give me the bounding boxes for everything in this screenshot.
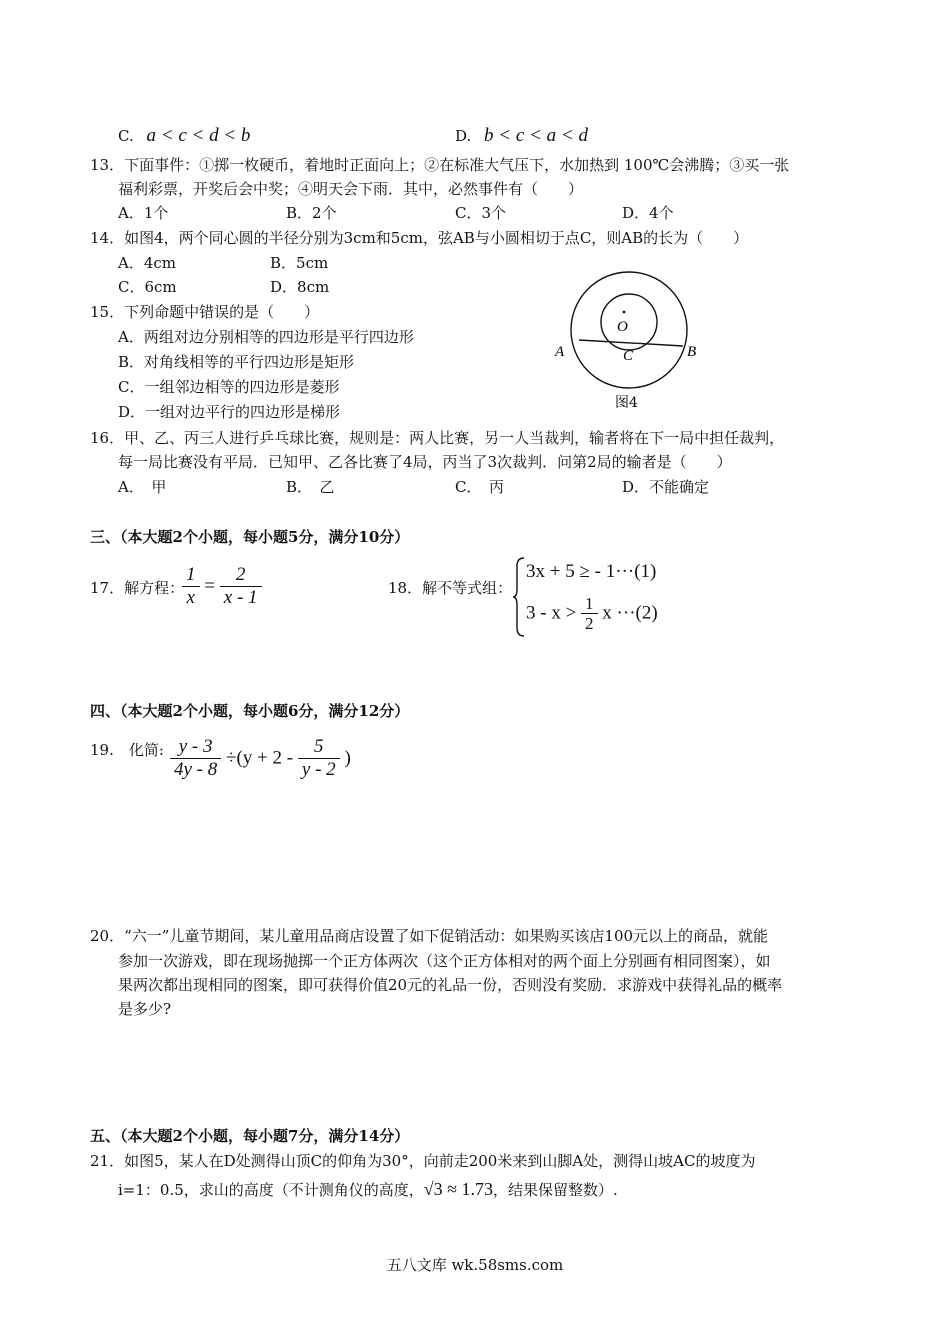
- q15-option-c: C．一组邻边相等的四边形是菱形: [118, 378, 340, 396]
- label-c: C: [623, 348, 634, 364]
- q19-fraction-2: $\frac{5}{y - 2}$: [298, 736, 340, 781]
- q13-option-a: A．1个: [118, 204, 169, 222]
- figure-4-concentric-circles: [545, 258, 720, 418]
- section-5-title: 五、（本大题2个小题，每小题7分，满分14分）: [90, 1127, 410, 1145]
- q18-brace: [512, 556, 526, 638]
- q13-option-b: B．2个: [286, 204, 337, 222]
- q13-option-d: D．4个: [622, 204, 674, 222]
- q15-option-a: A．两组对边分别相等的四边形是平行四边形: [118, 328, 414, 346]
- q17-equation: $\frac{1}{x}$ = $\frac{2}{x - 1}$: [182, 564, 262, 609]
- q16-line1: 16．甲、乙、丙三人进行乒乓球比赛，规则是：两人比赛，另一人当裁判，输者将在下一局中担任裁判，: [90, 429, 785, 447]
- q14-option-a: A．4cm: [118, 254, 177, 272]
- q16-option-c: C． 丙: [455, 478, 504, 496]
- q12-option-c-expr: a < c < d < b: [146, 125, 251, 146]
- q20-line3: 果两次都出现相同的图案，即可获得价值20元的礼品一份，否则没有奖励．求游戏中获得礼品的概率: [118, 976, 783, 994]
- section-3-title: 三、（本大题2个小题，每小题5分，满分10分）: [90, 528, 410, 546]
- section-4-title: 四、（本大题2个小题，每小题6分，满分12分）: [90, 702, 410, 720]
- q18-inequality-1: 3x + 5 ≥ - 1···(1): [526, 561, 657, 582]
- q21-sqrt-approx: √3 ≈ 1.73: [423, 1179, 494, 1199]
- q15-option-d: D．一组对边平行的四边形是梯形: [118, 403, 341, 421]
- q14-option-c: C．6cm: [118, 278, 177, 296]
- q21-line1: 21．如图5，某人在D处测得山顶C的仰角为30°，向前走200米来到山脚A处，测得山坡AC的坡度为: [90, 1152, 756, 1170]
- chord-ab: [579, 340, 683, 346]
- page-footer: 五八文库 wk.58sms.com: [386, 1256, 564, 1274]
- q17-fraction-left: $\frac{1}{x}$: [182, 564, 200, 609]
- q15-option-b: B．对角线相等的平行四边形是矩形: [118, 353, 355, 371]
- q18-label: 18．解不等式组：: [388, 579, 513, 597]
- large-circle: [571, 272, 687, 388]
- q19-expression: $\frac{y - 3}{4y - 8}$ ÷(y + 2 - $\frac{5}{y - 2}$ ): [170, 736, 351, 781]
- q14-option-d: D．8cm: [270, 278, 330, 296]
- q19-label: 19. 化简:: [90, 741, 164, 759]
- q16-line2: 每一局比赛没有平局．已知甲、乙各比赛了4局，丙当了3次裁判．问第2局的输者是（ ）: [118, 453, 732, 471]
- q16-option-d: D．不能确定: [622, 478, 710, 496]
- q16-option-b: B． 乙: [286, 478, 335, 496]
- q20-line2: 参加一次游戏，即在现场抛掷一个正方体两次（这个正方体相对的两个面上分别画有相同图案），如: [118, 952, 771, 970]
- q15-stem: 15．下列命题中错误的是（ ）: [90, 303, 320, 321]
- figure-4-caption: 图4: [615, 395, 638, 411]
- q20-line4: 是多少?: [118, 1000, 172, 1018]
- q21-line2: i=1：0.5，求山的高度（不计测角仪的高度，√3 ≈ 1.73，结果保留整数）.: [118, 1179, 618, 1199]
- q14-option-b: B．5cm: [270, 254, 329, 272]
- label-o: O: [617, 319, 628, 335]
- center-point-o: [623, 311, 626, 314]
- q14-stem: 14．如图4，两个同心圆的半径分别为3cm和5cm，弦AB与小圆相切于点C，则AB的长为（ ）: [90, 229, 749, 247]
- q20-line1: 20．“六一”儿童节期间，某儿童用品商店设置了如下促销活动：如果购买该店100元以上的商品，就能: [90, 927, 769, 945]
- q17-fraction-right: $\frac{2}{x - 1}$: [220, 564, 262, 609]
- label-a: A: [555, 344, 565, 360]
- q12-option-d-expr: b < c < a < d: [484, 125, 588, 146]
- q13-line1: 13．下面事件：①掷一枚硬币，着地时正面向上；②在标准大气压下，水加热到 100℃会沸腾；③买一张: [90, 156, 790, 174]
- q18-inequality-2: 3 - x > $\frac{1}{2}$ x ···(2): [526, 594, 658, 633]
- q16-option-a: A． 甲: [118, 478, 167, 496]
- q13-line2: 福利彩票，开奖后会中奖；④明天会下雨．其中，必然事件有（ ）: [118, 180, 584, 198]
- q12-option-c: C. a < c < d < b: [118, 125, 251, 146]
- q17-label: 17．解方程：: [90, 579, 185, 597]
- q12-option-d: D. b < c < a < d: [455, 125, 588, 146]
- q13-option-c: C．3个: [455, 204, 507, 222]
- label-b: B: [687, 344, 697, 360]
- q19-fraction-1: $\frac{y - 3}{4y - 8}$: [170, 736, 221, 781]
